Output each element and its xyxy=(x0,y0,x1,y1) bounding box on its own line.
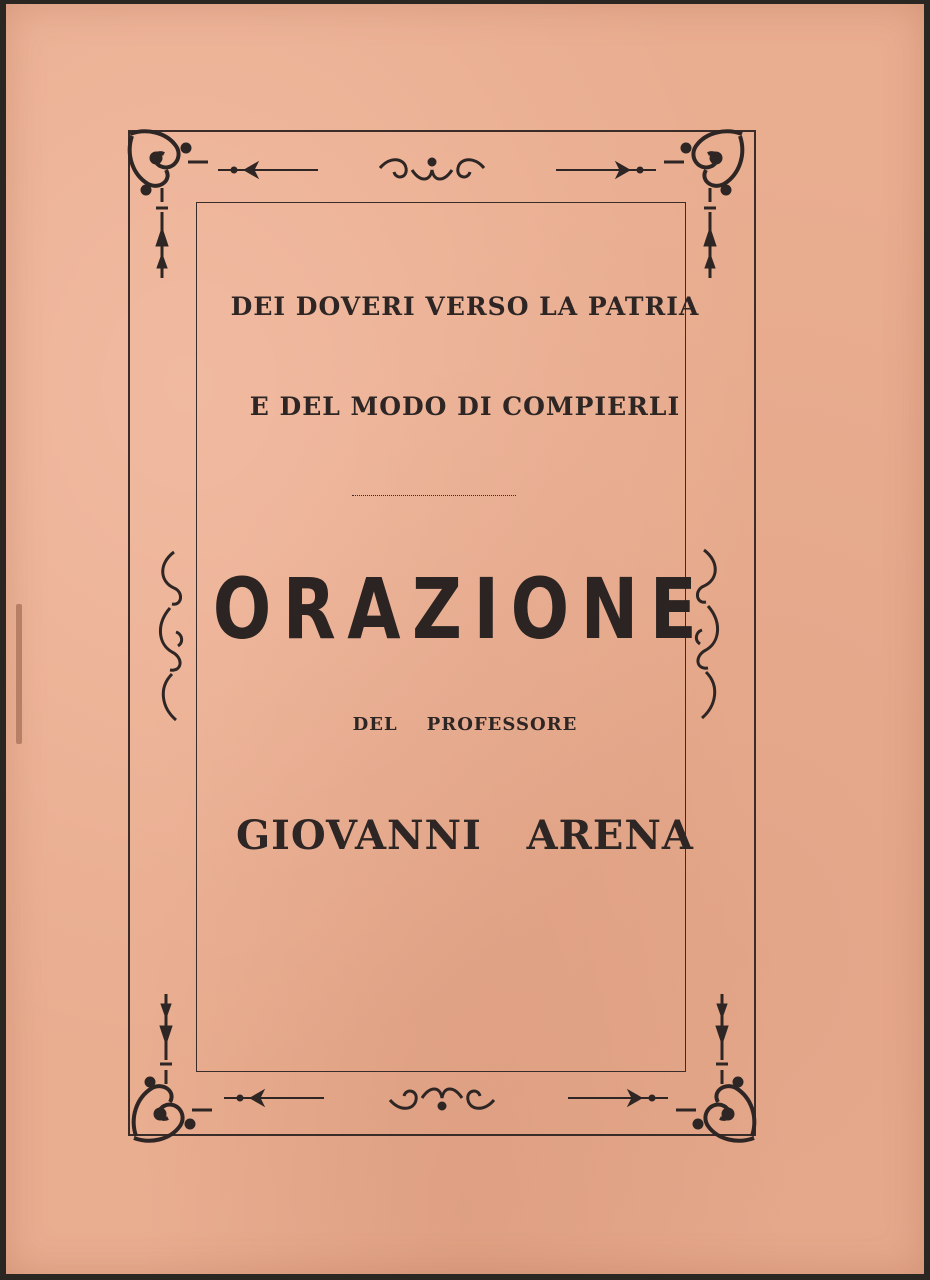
subtitle-line-1: DEI DOVERI VERSO LA PATRIA xyxy=(230,292,700,321)
top-left-dart-ornament-icon xyxy=(214,158,324,182)
bottom-left-dart-ornament-icon xyxy=(220,1086,330,1110)
bottom-left-corner-ornament-icon xyxy=(130,944,220,1144)
main-title: ORAZIONE xyxy=(212,560,709,658)
bottom-right-dart-ornament-icon xyxy=(562,1086,672,1110)
subtitle-line-2: E DEL MODO DI COMPIERLI xyxy=(249,392,681,421)
dotted-divider xyxy=(352,495,516,496)
top-center-scroll-ornament-icon xyxy=(376,152,488,186)
top-right-dart-ornament-icon xyxy=(550,158,660,182)
author-prefix: DEL PROFESSORE xyxy=(352,714,578,735)
bottom-center-scroll-ornament-icon xyxy=(386,1082,498,1116)
author-name: GIOVANNI ARENA xyxy=(236,812,694,859)
bottom-right-corner-ornament-icon xyxy=(664,944,758,1144)
